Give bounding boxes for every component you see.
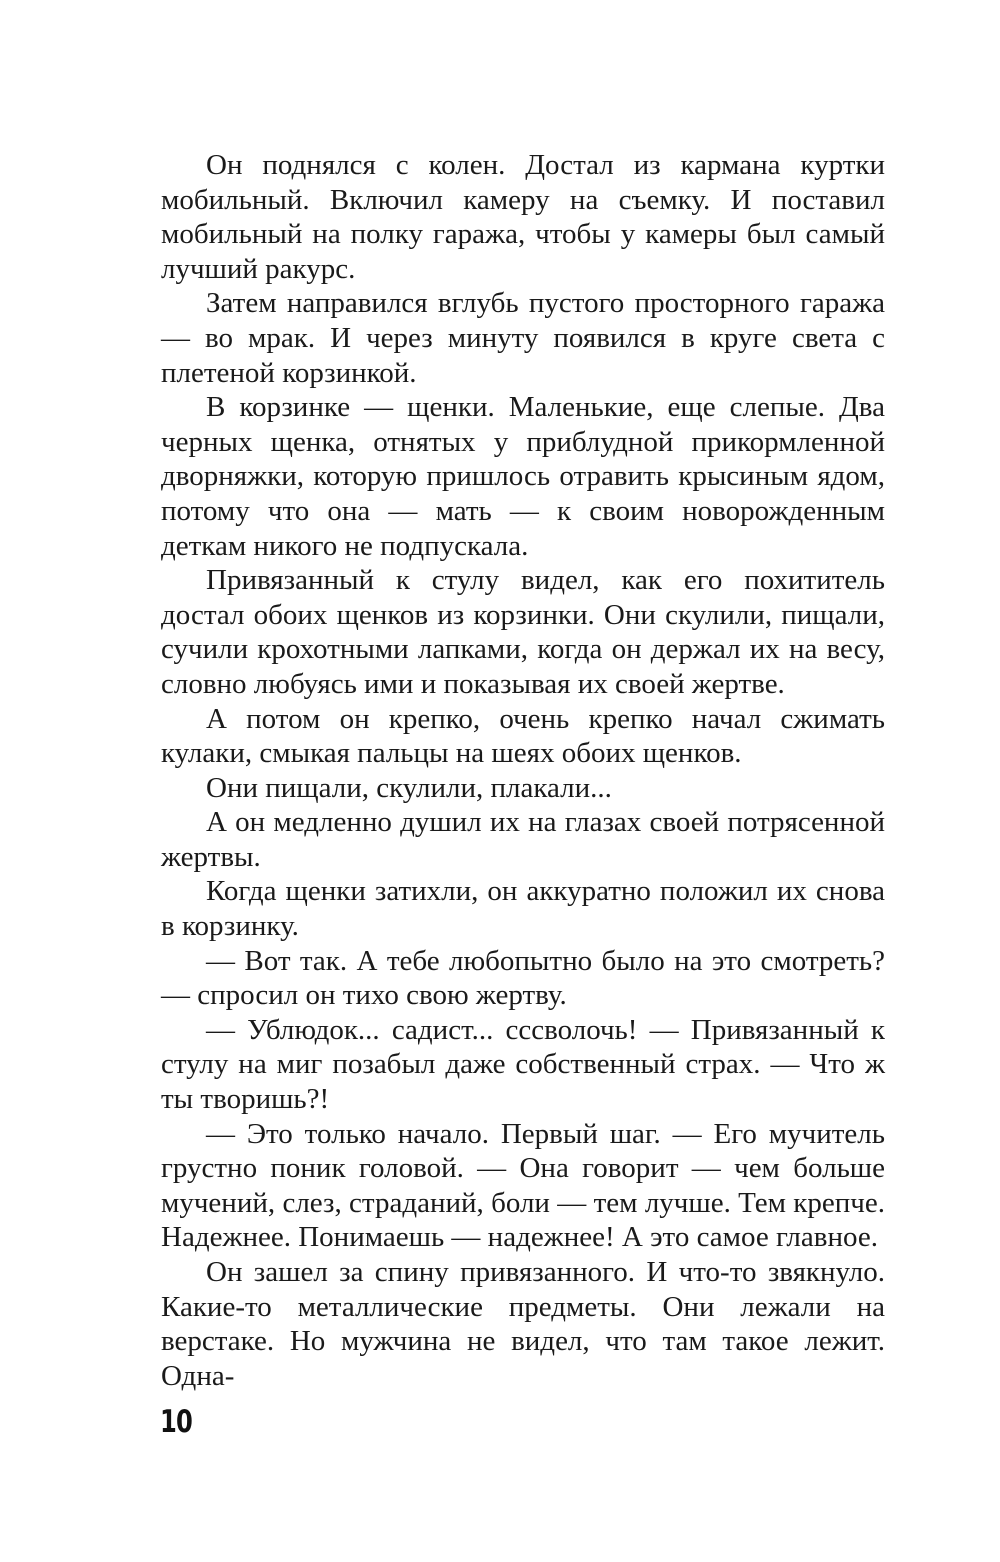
paragraph: В корзинке — щенки. Маленькие, еще слепые. Два черных щенка, отнятых у приблудной прикормленной дворняжки, которую пришлось отравить крысиным ядом, потому что она — мать — к своим новорожденным деткам никого не подпускала. — [161, 391, 885, 562]
paragraph: Они пищали, скулили, плакали... — [206, 771, 612, 804]
page-number: 10 — [160, 1404, 193, 1440]
paragraph: А потом он крепко, очень крепко начал сжимать кулаки, смыкая пальцы на шеях обоих щенков. — [161, 702, 885, 770]
paragraph: Когда щенки затихли, он аккуратно положил их снова в корзинку. — [161, 875, 885, 943]
paragraph: — Это только начало. Первый шаг. — Его мучитель грустно поник головой. — Она говорит — чем больше мучений, слез, страданий, боли — тем лучше. Тем крепче. Надежнее. Понимаешь — надежнее! А это самое главное. — [161, 1117, 885, 1254]
paragraph: Он поднялся с колен. Достал из кармана куртки мобильный. Включил камеру на съемку. И поставил мобильный на полку гаража, чтобы у камеры был самый лучший ракурс. — [161, 149, 885, 285]
paragraph: Он зашел за спину привязанного. И что-то звякнуло. Какие-то металлические предметы. Они лежали на верстаке. Но мужчина не видел, что там такое лежит. Одна- — [161, 1256, 885, 1392]
paragraph: — Вот так. А тебе любопытно было на это смотреть? — спросил он тихо свою жертву. — [161, 944, 885, 1012]
paragraph: А он медленно душил их на глазах своей потрясенной жертвы. — [161, 806, 885, 873]
paragraph: Привязанный к стулу видел, как его похититель достал обоих щенков из корзинки. Они скулили, пищали, сучили крохотными лапками, когда он держал их на весу, словно любуясь ими и показывая их своей жертве. — [161, 564, 885, 700]
paragraph: Затем направился вглубь пустого просторного гаража — во мрак. И через минуту появился в круге света с плетеной корзинкой. — [161, 287, 885, 389]
body-text — [161, 148, 885, 1393]
paragraph: — Ублюдок... садист... сссволочь! — Привязанный к стулу на миг позабыл даже собственный страх. — Что ж ты творишь?! — [161, 1013, 885, 1116]
